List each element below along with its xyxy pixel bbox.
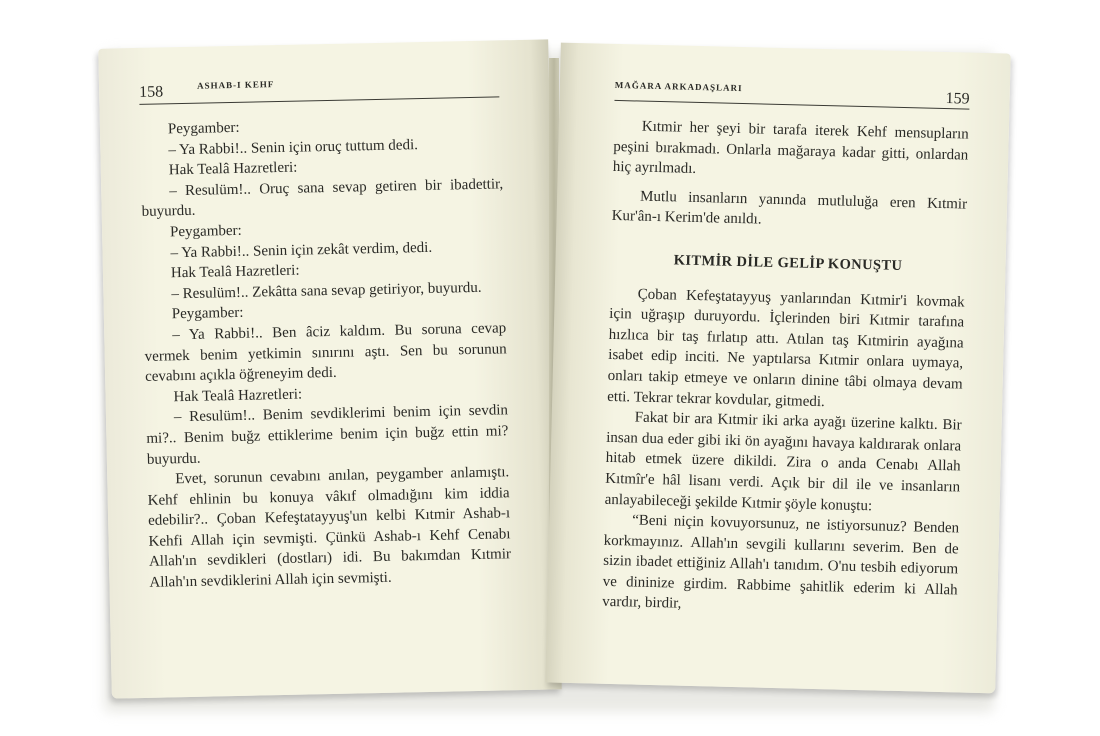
paragraph: – Ya Rabbi!.. Senin için oruç tuttum dedi.	[168, 136, 419, 158]
right-running-title: MAĞARA ARKADAŞLARI	[614, 79, 743, 94]
paragraph: Fakat bir ara Kıtmir iki arka ayağı üzerine kalktı. Bir insan dua eder gibi iki ön ayağını havaya kaldırarak onlara hitab etmek üzere dikildi. Zira o anda Cenabı Allah Kıtmîr'e hâl lisanı verdi. Açık bir dil ile ve insanların anlayabileceği şekilde Kıtmir şöyle konuştu:	[604, 409, 962, 514]
paragraph: Mutlu insanların yanında mutluluğa eren Kıtmir Kur'ân-ı Kerim'de anıldı.	[611, 188, 968, 228]
left-page	[98, 39, 562, 698]
right-page-number: 159	[945, 90, 970, 108]
paragraph: – Resulüm!.. Zekâtta sana sevap getiriyor, buyurdu.	[171, 279, 482, 303]
left-running-title: ASHAB-I KEHF	[196, 79, 275, 91]
paragraph: – Ya Rabbi!.. Ben âciz kaldım. Bu soruna cevap vermek benim yetkimin sınırını aştı. Sen bu sorunun cevabını açıkla öğreneyim dedi.	[144, 320, 507, 385]
paragraph: Hak Tealâ Hazretleri:	[168, 159, 298, 179]
paragraph: Kıtmir her şeyi bir tarafa iterek Kehf mensupların peşini bırakmadı. Onlarla mağaraya kadar gitti, onlardan hiç ayrılmadı.	[612, 118, 969, 178]
left-page-header	[139, 70, 499, 105]
paragraph: “Beni niçin kovuyorsunuz, ne istiyorsunuz? Benden korkmayınız. Allah'ın sevgili kullarını severim. Ben de sizin ibadet ettiğiniz Allah'ı tanıdım. O'nu tesbih ediyorum ve dininize girdim. Rabbime şahitlik ederim ki Allah vardır, birdir,	[602, 512, 960, 613]
paragraph: Evet, sorunun cevabını anılan, peygamber anlamıştı. Kehf ehlinin bu konuya vâkıf olmadığını kim iddia edebilir?.. Çoban Kefeştatayyuş'un kelbi Kıtmir Ashab-ı Kehfi Allah için sevmişti. Çünkü Ashab-ı Kehf Cenabı Allah'ın sevdikleri (dostları) idi. Bu bakımdan Kıtmir Allah'ın sevdiklerini Allah için sevmişti.	[147, 464, 512, 591]
right-page	[545, 43, 1011, 694]
paragraph: Hak Tealâ Hazretleri:	[170, 262, 300, 282]
paragraph: Peygamber:	[167, 119, 240, 138]
paragraph: – Resulüm!.. Benim sevdiklerimi benim için sevdin mi?.. Benim buğz ettiklerime benim için buğz ettin mi? buyurdu.	[146, 402, 509, 468]
paragraph: Hak Tealâ Hazretleri:	[173, 386, 303, 405]
paragraph: – Ya Rabbi!.. Senin için zekât verdim, dedi.	[170, 239, 433, 261]
section-heading: KITMİR DİLE GELİP KONUŞTU	[673, 252, 903, 274]
paragraph: Peygamber:	[169, 222, 242, 241]
left-page-number: 158	[138, 83, 164, 101]
paragraph: – Resulüm!.. Oruç sana sevap getiren bir ibadettir, buyurdu.	[141, 176, 504, 221]
left-page-body	[140, 112, 512, 593]
paragraph: Peygamber:	[171, 305, 244, 323]
right-page-header	[614, 74, 970, 110]
paragraph: Çoban Kefeştatayyuş yanlarından Kıtmir'i kovmak için uğraşıp duruyordu. İçlerinden biri Kıtmir tarafına hızlıca bir taş fırlatıp attı. Atılan taş Kıtmirin ayağına isabet edip inciti. Ne yaptılarsa Kıtmir onlara uymaya, onları takip etmeye ve onların dinine tâbi olmaya devam etti. Tekrar tekrar kovdular, gitmedi.	[607, 286, 965, 410]
right-page-body	[602, 116, 969, 622]
